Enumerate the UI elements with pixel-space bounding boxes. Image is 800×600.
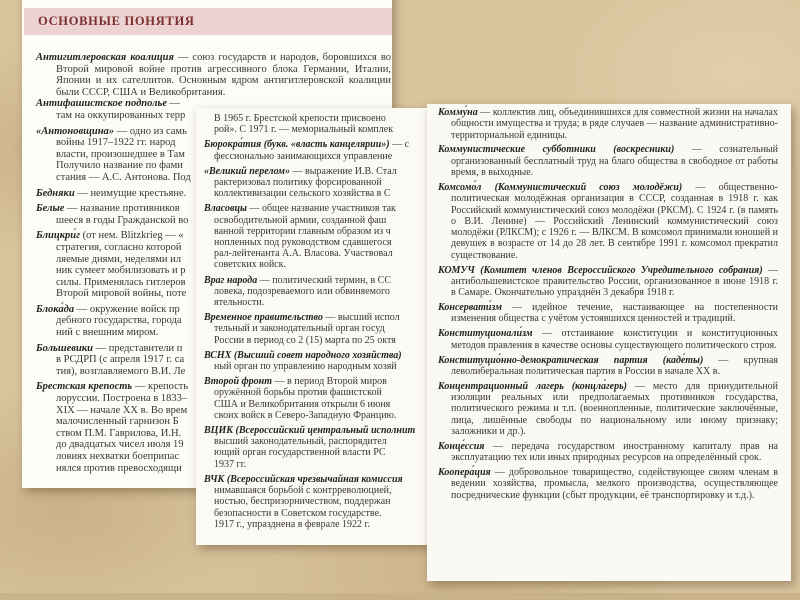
entry-line: 1937 гг. <box>214 458 247 470</box>
entry-line: «Антоновщина» — одно из самь <box>36 125 187 137</box>
glossary-definition: — коллектив лиц, объединившихся для совместной жизни на началах общности имущества и труда; в ряде случаев — название административно-территориальной единицы. <box>451 107 778 141</box>
glossary-term: Комму́на <box>438 107 478 118</box>
entry-line: до двадцатых чисел июля 19 <box>56 439 184 451</box>
entry-line: стания — А.С. Антонова. Под <box>56 171 191 183</box>
glossary-term: Белые <box>36 203 65 215</box>
glossary-entry <box>204 425 440 470</box>
entry-line: своих войск в Северо-Западную Францию. <box>214 409 397 421</box>
entry-line: Второй мировой войны, поте <box>56 288 187 300</box>
glossary-entry <box>438 441 778 464</box>
glossary-term: «Антоновщина» <box>36 125 115 137</box>
entry-line: рал-лейтенанта А.А. Власова. Участвовал <box>214 248 393 260</box>
entry-line: освободительной армии, созданной фаш <box>214 214 387 226</box>
entry-line: малочисленный гарнизон Б <box>56 416 179 428</box>
section-title: ОСНОВНЫЕ ПОНЯТИЯ <box>38 14 195 28</box>
glossary-term: Блицкри́г <box>36 230 81 242</box>
glossary-term: Концентрационный лагерь (концла́герь) <box>438 380 627 392</box>
glossary-term: ВСНХ (Высший совет народного хозяйства) <box>204 349 402 361</box>
glossary-entry <box>204 275 440 309</box>
glossary-entry <box>438 302 778 325</box>
glossary-term: Брестская крепость <box>36 381 133 393</box>
entry-line: Большевики — представители п <box>36 342 183 354</box>
entry-line: безопасности в Советском государстве. <box>214 507 382 519</box>
glossary-term: Конце́ссия <box>438 440 485 452</box>
glossary-definition: — союз государств и народов, боровшихся во Второй мировой войне против агрессивного блока Германии, Италии, Японии и их сателлитов. Основным ядром антигитлеровской коалиции были СССР, США и Великобритания. <box>56 52 391 98</box>
glossary-entry <box>438 144 778 178</box>
entry-line: коллективизации сельского хозяйства в С <box>214 188 391 200</box>
glossary-term: «Великий перелом» <box>204 165 291 177</box>
entry-line: фессионально занимающихся управление <box>214 150 393 162</box>
glossary-definition: — передача государством иностранному капиталу прав на эксплуатацию тех или иных природных ресурсов на определённый срок. <box>451 440 778 464</box>
glossary-entry <box>438 328 778 351</box>
glossary-entry <box>204 113 440 135</box>
glossary-definition: — место для принудительной изоляции реальных или предполагаемых противников государства, политического режима и т.п. (военнопленные, политические заключённые, лица, лишённые свободы по национальному или иному признаку; заложники и др.). <box>451 380 779 437</box>
glossary-definition: — идейное течение, настаивающее на постепенности изменения общества с учётом устоявшихся ценностей и традиций. <box>451 302 778 325</box>
entry-line: Антифашистское подполье — <box>36 98 181 110</box>
entry-line <box>204 425 440 436</box>
glossary-term: Блока́да <box>36 303 75 315</box>
middle-page-text-column <box>204 113 440 530</box>
entry-line: войны 1917–1922 гг. народ <box>56 137 176 149</box>
glossary-term: Коопера́ция <box>438 466 491 478</box>
glossary-entry <box>438 467 778 501</box>
entry-line: нопленных под руководством сдавшегося <box>214 237 392 249</box>
glossary-definition: — сознательный организованный бесплатный труд на благо общества в свободное от работы время, в выходные. <box>451 144 778 179</box>
entry-line: В 1965 г. Брестской крепости присвоено <box>214 113 386 124</box>
glossary-term: Коммунистические субботники (воскресники) <box>438 144 675 156</box>
section-header-bar <box>24 8 392 35</box>
entry-line: ющий орган государственной власти РС <box>214 447 386 459</box>
glossary-definition: — отстаивание конституции и конституционных методов правления в качестве основы существующего политического строя. <box>451 328 778 351</box>
glossary-term: Бюрокра́тия (букв. «власть канцелярии») <box>204 139 390 151</box>
entry-line: в РСДРП (с апреля 1917 г. са <box>56 354 185 366</box>
entry-line: оружённой борьбы против фашистской <box>214 387 382 399</box>
background-bottom-strip <box>0 593 800 600</box>
glossary-entry <box>204 474 440 530</box>
glossary-term: Комсомо́л (Коммунистический союз молодёжи) <box>438 181 683 193</box>
glossary-term: Бедняки <box>36 187 75 199</box>
glossary-entry <box>204 203 440 270</box>
entry-line: нимавшаяся борьбой с контрреволюцией, <box>214 485 392 497</box>
glossary-term: Власовцы <box>204 203 247 215</box>
glossary-term: ВЧК (Всероссийская чрезвычайная комиссия <box>204 473 403 485</box>
glossary-term: КОМУЧ (Комитет членов Всероссийского Учредительного собрания) <box>438 264 763 276</box>
entry-line: шееся в годы Гражданской во <box>56 214 189 226</box>
entry-line: ятельности. <box>214 297 265 309</box>
entry-line: высший законодательный, распорядител <box>214 436 387 448</box>
entry-line: США и Великобритания открыли 6 июня <box>214 398 391 410</box>
glossary-definition: — добровольное товарищество, содействующее своим членам в ведении хозяйства, промысла, мелкого производства, осуществляющее посреднические функции (сбыт продукции, её транспортировку и т.д.). <box>451 466 778 501</box>
glossary-page-middle <box>196 108 442 545</box>
glossary-term: ВЦИК (Всероссийский центральный исполнит <box>204 425 416 437</box>
entry-line: Бюрокра́тия (букв. «власть канцелярии») — с <box>204 139 410 151</box>
glossary-page-right <box>427 104 791 581</box>
right-page-text-column <box>438 107 778 501</box>
entry-line: 1917 г., упразднена в феврале 1922 г. <box>214 518 370 530</box>
entry-line: дебного государства, города <box>56 315 182 327</box>
entry-line <box>204 350 440 361</box>
glossary-term: Антифашистское подполье <box>36 98 167 110</box>
entry-line: Брестская крепость — крепость <box>36 381 189 393</box>
glossary-term: Второй фронт <box>204 376 272 388</box>
entry-line: тельный и законодательный орган госуд <box>214 323 385 335</box>
glossary-entry <box>36 52 391 98</box>
glossary-definition: — крупная леволиберальная политическая партия в России в начале XX в. <box>451 354 779 377</box>
entry-line: Власовцы — общее название участников так <box>204 203 396 215</box>
entry-line: ловиях нехватки боеприпас <box>56 451 180 462</box>
glossary-entry <box>204 139 440 161</box>
entry-line: Враг народа — политический термин, в СС <box>204 274 391 286</box>
entry-line: Блицкри́г (от нем. Blitzkrieg — « <box>36 230 184 242</box>
glossary-term: Конституцио́нно-демократическая партия (каде́ты) <box>438 354 704 366</box>
entry-line: Бедняки — неимущие крестьяне. <box>36 187 187 199</box>
entry-line: рактеризовал политику форсированной <box>214 177 382 189</box>
glossary-entry <box>438 265 778 299</box>
entry-line <box>204 474 440 485</box>
glossary-entry <box>438 381 778 437</box>
glossary-term: Враг народа <box>204 274 258 286</box>
entry-line: ством П.М. Гаврилова, И.Н. <box>56 427 182 439</box>
entry-line: там на оккупированных терр <box>56 109 186 121</box>
entry-line: тия), возглавляемого В.И. Ле <box>56 365 186 377</box>
entry-line: России в период со 2 (15) марта по 25 октя <box>214 334 396 346</box>
entry-line: Блока́да — окружение войск пр <box>36 303 180 315</box>
entry-line: ный орган по управлению народным хозяй <box>214 361 397 373</box>
glossary-entry <box>204 312 440 346</box>
glossary-term: Большевики <box>36 342 93 354</box>
entry-line: Второй фронт — в период Второй миров <box>204 376 387 388</box>
entry-line: Временное правительство — высший испол <box>204 312 400 324</box>
entry-line: нялся против превосходящи <box>56 462 182 474</box>
entry-line: советских войск. <box>214 259 286 271</box>
entry-line: Получило название по фами <box>56 160 183 172</box>
glossary-term: Конституционали́зм <box>438 328 533 340</box>
entry-line: XIX — начале XX в. Во врем <box>56 404 188 416</box>
entry-line: лоруссии. Построена в 1833– <box>56 393 188 405</box>
glossary-term: Консервати́зм <box>438 302 502 314</box>
glossary-entry <box>204 350 440 372</box>
glossary-term: Временное правительство <box>204 312 323 324</box>
entry-line: ляемые днями, неделями ил <box>56 253 181 265</box>
glossary-entry <box>204 376 440 421</box>
entry-line: ванной территории главным образом из ч <box>214 225 391 237</box>
glossary-entry <box>438 182 778 261</box>
entry-line: стратегия, согласно которой <box>56 241 182 253</box>
glossary-definition: — общественно-политическая молодёжная организация в СССР, созданная в 1918 г. как Российский коммунистический союз молодёжи (РКСМ). С 1924 г. (в память о В.И. Ленине) — Российский Ленинский коммунистический союз молодёжи (РЛКСМ); с 1926 г. — ВЛКСМ. В комсомол принимали юношей и девушек в возрасте от 14 до 28 лет. В сентябре 1991 г. комсомол прекратил существование. <box>451 181 778 261</box>
entry-line: рой». С 1971 г. — мемориальный комплек <box>214 124 394 136</box>
entry-line: «Великий перелом» — выражение И.В. Стал <box>204 165 397 177</box>
glossary-definition: — антибольшевистское правительство России, организованное в июне 1918 г. в Самаре. Окончательно упразднён 3 декабря 1918 г. <box>451 264 779 299</box>
entry-line: ний с внешним миром. <box>56 327 159 339</box>
entry-line: ловека, подозреваемого или обвиняемого <box>214 285 390 297</box>
glossary-entry <box>438 107 778 141</box>
entry-line: силы. Применялась гитлеров <box>56 276 186 288</box>
glossary-entry <box>204 166 440 200</box>
entry-line: ник сумеет мобилизовать и р <box>56 265 186 277</box>
entry-line: Белые — название противников <box>36 203 180 215</box>
glossary-term: Антигитлеровская коалиция <box>36 52 174 63</box>
entry-line: ностью, беспризорничеством, поддержан <box>214 496 391 508</box>
entry-line: власти, произошедшее в Там <box>56 148 185 160</box>
glossary-entry <box>438 355 778 378</box>
